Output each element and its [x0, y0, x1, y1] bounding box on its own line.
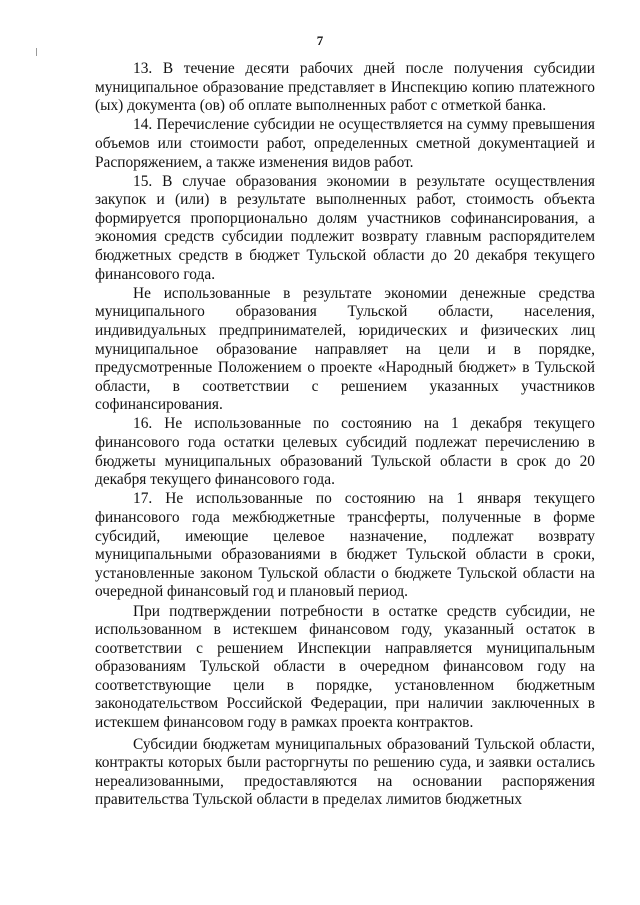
margin-mark [36, 48, 37, 56]
paragraph-13: 13. В течение десяти рабочих дней после получения субсидии муниципальное образование представляет в Инспекцию копию платежного (ых) документа (ов) об оплате выполненных работ с отметкой банка. [95, 60, 595, 115]
paragraph-17: 17. Не использованные по состоянию на 1 января текущего финансового года межбюджетные трансферты, полученные в форме субсидий, имеющие целевое назначение, подлежат возврату муниципальными образованиями в бюджет Тульской области в сроки, установленные законом Тульской области о бюджете Тульской области на очередной финансовый год и плановый период. [95, 490, 595, 601]
paragraph-16: 16. Не использованные по состоянию на 1 декабря текущего финансового года остатки целевых субсидий подлежат перечислению в бюджеты муниципальных образований Тульской области в срок до 20 декабря текущего финансового года. [95, 415, 595, 489]
paragraph-17-continued: При подтверждении потребности в остатке средств субсидии, не использованном в истекшем финансовом году, указанный остаток в соответствии с решением Инспекции направляется муниципальным образованиям Тульской области в очередном финансовом году на соответствующие цели в порядке, установленном бюджетным законодательством Российской Федерации, при наличии заключенных в истекшем финансовом году в рамках проекта контрактов. [95, 602, 595, 732]
paragraph-14: 14. Перечисление субсидии не осуществляется на сумму превышения объемов или стоимости работ, определенных сметной документацией и Распоряжением, а также изменения видов работ. [95, 116, 595, 171]
paragraph-subsidies: Субсидии бюджетам муниципальных образований Тульской области, контракты которых были расторгнуты по решению суда, и заявки остались нереализованными, предоставляются на основании распоряжения правительства Тульской области в пределах лимитов бюджетных [95, 735, 595, 809]
page-number: 7 [316, 33, 324, 48]
paragraph-15-continued: Не использованные в результате экономии денежные средства муниципального образования Тульской области, населения, индивидуальных предпринимателей, юридических и физических лиц муниципальное образование направляет на цели и в порядке, предусмотренные Положением о проекте «Народный бюджет» в Тульской области, в соответствии с решением указанных участников софинансирования. [95, 284, 595, 414]
document-body [95, 60, 595, 811]
paragraph-15: 15. В случае образования экономии в результате осуществления закупок и (или) в результате выполненных работ, стоимость объекта формируется пропорционально долям участников софинансирования, а экономия средств субсидии подлежит возврату главным распорядителем бюджетных средств в бюджет Тульской области до 20 декабря текущего финансового года. [95, 172, 595, 283]
